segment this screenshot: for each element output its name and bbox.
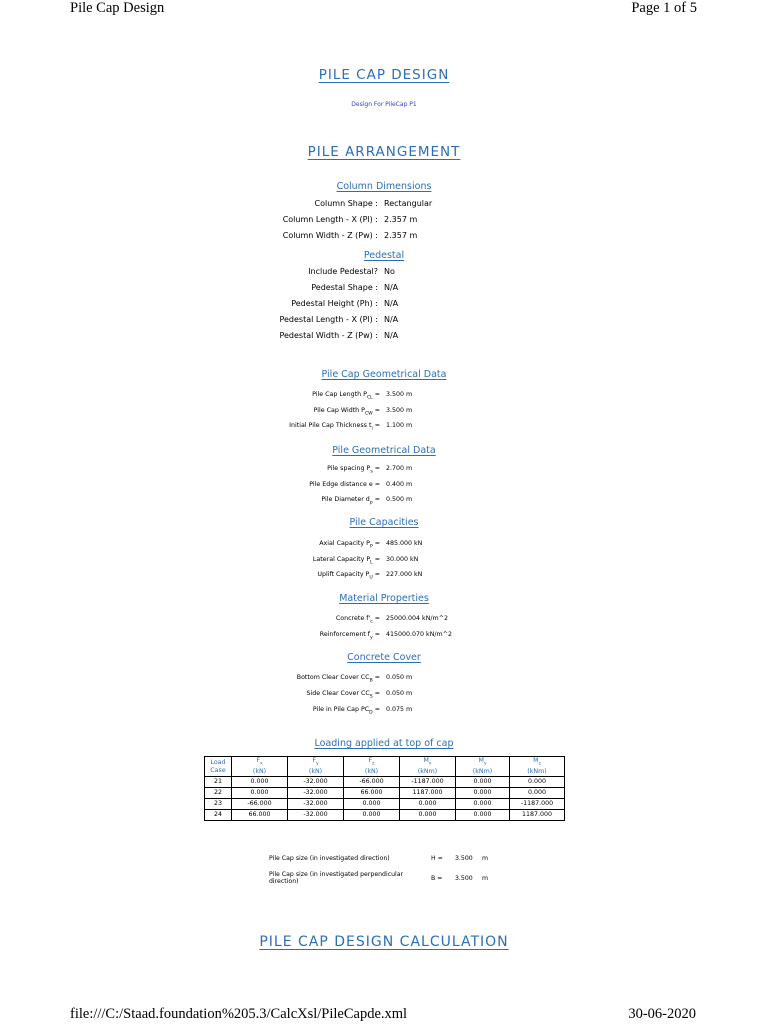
field-equals: = [372, 540, 380, 547]
table-cell: 66.000 [232, 810, 288, 821]
field-row [0, 315, 768, 327]
field-subscript: B [369, 678, 373, 684]
field-label [320, 631, 380, 640]
pile-arrangement-title: PILE ARRANGEMENT [307, 144, 461, 160]
field-row [0, 540, 768, 552]
column-header-subscript: x [428, 761, 432, 767]
field-row [0, 706, 768, 718]
column-header-unit: (kN) [252, 768, 267, 776]
column-header [288, 757, 344, 777]
table-cell: 0.000 [400, 799, 456, 810]
table-cell: 0.000 [232, 777, 288, 788]
field-equals: = [372, 555, 380, 563]
column-header-name: F [256, 757, 260, 764]
table-cell: 22 [205, 788, 232, 799]
size-value: 3.500 [455, 875, 473, 882]
field-subscript: L [370, 559, 373, 565]
field-equals: = [372, 674, 380, 681]
field-subscript: s [370, 469, 373, 475]
field-label [321, 496, 380, 505]
field-value: 2.357 m [384, 215, 418, 224]
field-value: Rectangular [384, 199, 433, 208]
field-subscript: D [369, 710, 373, 716]
field-label [313, 556, 380, 565]
field-label-text: Pile Diameter d [321, 496, 370, 503]
loading-table-body [205, 777, 565, 821]
size-label: Pile Cap size (in investigated direction) [269, 855, 390, 862]
field-row [0, 615, 768, 627]
field-subscript: y [370, 635, 373, 641]
column-header-unit: (kNm) [417, 768, 438, 776]
column-header-name: M [478, 757, 484, 764]
field-value: 227.000 kN [386, 571, 423, 578]
column-dimensions-heading: Column Dimensions [336, 181, 432, 192]
field-value: 25000.004 kN/m^2 [386, 615, 448, 622]
calculation-title: PILE CAP DESIGN CALCULATION [259, 934, 509, 950]
size-symbol: H = [431, 855, 443, 862]
field-equals: = [372, 465, 380, 472]
field-label-text: Concrete f' [335, 615, 371, 622]
field-value: 0.050 m [386, 690, 413, 697]
table-cell: 1187.000 [510, 810, 565, 821]
field-subscript: CW [364, 410, 373, 416]
field-value: 485.000 kN [386, 540, 423, 547]
field-label: Column Shape : [314, 199, 378, 208]
field-value: No [384, 267, 395, 276]
field-label-text: Uplift Capacity P [317, 571, 370, 578]
field-equals: = [372, 690, 380, 697]
column-header-name: M [533, 757, 539, 764]
table-row [205, 799, 565, 810]
field-label [336, 615, 380, 624]
field-label [327, 465, 380, 474]
column-header [205, 757, 232, 777]
table-cell: 23 [205, 799, 232, 810]
field-label-text: Side Clear Cover CC [306, 690, 370, 697]
field-row [0, 215, 768, 227]
table-cell: 0.000 [510, 777, 565, 788]
field-label [313, 706, 380, 715]
field-label-text: Pile Cap Width P [313, 406, 365, 414]
loading-heading: Loading applied at top of cap [314, 738, 454, 749]
column-header-subscript: x [259, 761, 263, 767]
field-label-text: Pile Cap Length P [312, 391, 367, 398]
field-equals: = [372, 480, 380, 488]
table-cell: -1187.000 [400, 777, 456, 788]
table-cell: -32.000 [288, 788, 344, 799]
table-cell: 0.000 [344, 810, 400, 821]
field-subscript: P [369, 544, 373, 550]
field-row [0, 674, 768, 686]
field-label-text: Pile spacing P [327, 465, 371, 472]
column-header-subscript: y [483, 761, 487, 767]
size-value: 3.500 [455, 855, 473, 862]
field-label-text: Initial Pile Cap Thickness t [289, 422, 372, 429]
field-value: 1.100 m [386, 422, 413, 429]
field-row [0, 690, 768, 702]
field-label-text: Reinforcement f [319, 631, 370, 638]
column-header-unit: (kN) [308, 768, 323, 776]
field-value: N/A [384, 283, 399, 292]
field-equals: = [372, 422, 380, 429]
field-equals: = [372, 571, 380, 578]
column-header [232, 757, 288, 777]
document-title: PILE CAP DESIGN [318, 67, 450, 83]
field-value: N/A [384, 315, 399, 324]
field-label-text: Axial Capacity P [319, 540, 370, 547]
column-header [510, 757, 565, 777]
field-subscript: c [370, 619, 373, 625]
pile-capacities-heading: Pile Capacities [349, 517, 419, 528]
field-label: Column Width - Z (Pw) : [282, 231, 378, 240]
page-footer [0, 1006, 768, 1024]
field-equals: = [372, 391, 380, 398]
field-label-text: Lateral Capacity P [312, 555, 371, 563]
field-row [0, 199, 768, 211]
column-header-subscript: z [538, 761, 541, 767]
field-label: Include Pedestal? [308, 267, 378, 276]
field-label: Pedestal Width - Z (Pw) : [279, 331, 378, 340]
table-row [205, 788, 565, 799]
material-properties-heading: Material Properties [339, 593, 429, 604]
field-row [0, 556, 768, 568]
field-value: 0.400 m [386, 480, 413, 488]
field-label-text: Bottom Clear Cover CC [296, 674, 370, 681]
field-label [317, 571, 380, 580]
field-label [309, 481, 380, 490]
table-cell: 0.000 [400, 810, 456, 821]
field-label: Pedestal Height (Ph) : [291, 299, 378, 308]
table-cell: 0.000 [344, 799, 400, 810]
header-title: Pile Cap Design [70, 0, 165, 16]
field-label [306, 690, 380, 699]
column-header [344, 757, 400, 777]
table-cell: 21 [205, 777, 232, 788]
field-value: 0.500 m [386, 496, 413, 503]
table-cell: -32.000 [288, 777, 344, 788]
column-header-unit: (kNm) [527, 768, 547, 776]
field-row [0, 283, 768, 295]
field-equals: = [372, 631, 380, 638]
table-row [205, 777, 565, 788]
loading-table [204, 756, 565, 821]
field-value: 0.050 m [386, 674, 413, 681]
field-equals: = [372, 406, 380, 414]
field-subscript: p [369, 500, 373, 506]
footer-date: 30-06-2020 [628, 1006, 696, 1022]
column-header-name: Load [210, 758, 226, 766]
field-label-text: Pile Edge distance e [309, 480, 373, 488]
field-label: Pedestal Length - X (Pl) : [279, 315, 378, 324]
table-cell: 0.000 [510, 788, 565, 799]
pile-geometry-heading: Pile Geometrical Data [332, 445, 436, 456]
column-header-unit: Case [210, 766, 226, 774]
field-value: 3.500 m [386, 391, 413, 398]
column-header-unit: (kN) [364, 768, 379, 776]
field-equals: = [372, 706, 380, 713]
column-header-name: F [368, 757, 373, 764]
size-symbol: B = [431, 875, 443, 882]
concrete-cover-heading: Concrete Cover [347, 652, 421, 663]
field-equals: = [372, 496, 380, 503]
field-row [0, 496, 768, 508]
field-equals: = [372, 615, 380, 622]
column-header-unit: (kNm) [472, 768, 493, 776]
footer-file-path: file:///C:/Staad.foundation%205.3/CalcXsl/PileCapde.xml [70, 1006, 408, 1022]
loading-table-header [205, 757, 565, 777]
table-cell: 0.000 [456, 788, 510, 799]
field-label [297, 674, 380, 683]
table-cell: 0.000 [456, 810, 510, 821]
field-subscript: i [371, 426, 373, 432]
column-header-name: F [312, 757, 316, 764]
column-header-subscript: y [315, 761, 319, 767]
table-cell: -66.000 [344, 777, 400, 788]
field-row [0, 465, 768, 477]
field-label: Column Length - X (Pl) : [282, 215, 378, 224]
field-row [0, 391, 768, 403]
table-cell: 66.000 [344, 788, 400, 799]
field-value: 30.000 kN [386, 555, 419, 563]
page-number: Page 1 of 5 [631, 0, 697, 16]
field-label [289, 422, 380, 431]
pile-cap-geometry-heading: Pile Cap Geometrical Data [321, 369, 447, 380]
field-subscript: CL [366, 395, 373, 401]
field-label [312, 391, 380, 400]
column-header-name: M [423, 757, 429, 764]
field-subscript: U [369, 575, 373, 581]
field-value: 2.357 m [384, 231, 418, 240]
field-label: Pedestal Shape : [311, 283, 378, 292]
table-cell: -32.000 [288, 799, 344, 810]
field-row [0, 299, 768, 311]
field-row [0, 407, 768, 419]
size-unit: m [482, 875, 489, 882]
field-label [319, 540, 380, 549]
table-cell: -66.000 [232, 799, 288, 810]
column-header [456, 757, 510, 777]
table-cell: 24 [205, 810, 232, 821]
table-cell: 0.000 [456, 777, 510, 788]
field-value: N/A [384, 331, 399, 340]
field-label [314, 407, 380, 416]
table-cell: 1187.000 [400, 788, 456, 799]
table-cell: -32.000 [288, 810, 344, 821]
document-subtitle: Design For PileCap P1 [351, 101, 417, 108]
table-cell: 0.000 [456, 799, 510, 810]
field-value: 0.075 m [386, 706, 413, 713]
table-cell: 0.000 [232, 788, 288, 799]
field-subscript: S [369, 694, 373, 700]
field-value: 415000.070 kN/m^2 [386, 631, 452, 638]
column-header [400, 757, 456, 777]
table-row [205, 810, 565, 821]
column-header-subscript: z [372, 761, 375, 767]
field-row [0, 631, 768, 643]
page-header [0, 0, 768, 20]
field-row [0, 267, 768, 279]
field-row [0, 571, 768, 583]
field-row [0, 422, 768, 434]
pedestal-heading: Pedestal [363, 250, 405, 261]
field-row [0, 481, 768, 493]
field-value: N/A [384, 299, 399, 308]
size-unit: m [482, 855, 489, 862]
table-cell: -1187.000 [510, 799, 565, 810]
field-value: 3.500 m [386, 406, 413, 414]
field-row [0, 331, 768, 343]
field-row [0, 231, 768, 243]
field-value: 2.700 m [386, 465, 413, 472]
size-label: Pile Cap size (in investigated perpendicular direction) [269, 871, 404, 885]
field-label-text: Pile in Pile Cap PC [312, 706, 370, 713]
